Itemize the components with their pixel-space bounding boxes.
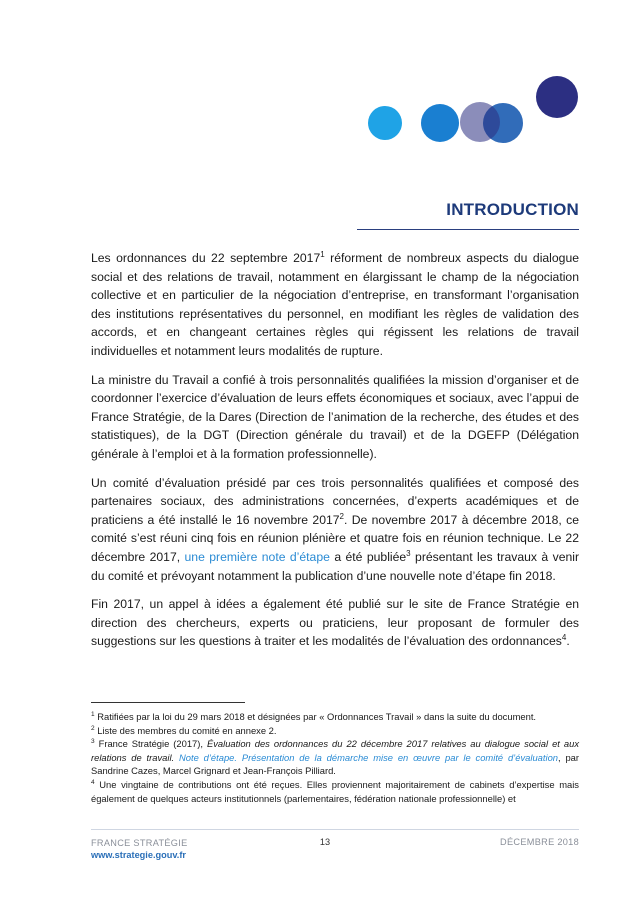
p1-text-a: Les ordonnances du 22 septembre 2017 [91, 251, 321, 265]
dot-mid-blue [421, 104, 459, 142]
footnote-3-italic-title: Évaluation des ordonnances du 22 décembre 2017 relatives au dialogue social et aux relations de travail. [91, 738, 580, 763]
footnote-3-text-a: France Stratégie (2017), [94, 738, 207, 750]
footnote-3-number: 3 [91, 738, 95, 746]
dot-light-blue [368, 106, 402, 140]
dot-navy [460, 102, 500, 142]
p4-text-a: Fin 2017, un appel à idées a également été publié sur le site de France Stratégie en direction des chercheurs, experts ou praticiens, leur proposant de formuler des suggestions sur les questions à traiter et les modalités de l’évaluation des ordonnances [91, 597, 579, 649]
footnote-1-text: Ratifiées par la loi du 29 mars 2018 et désignées par « Ordonnances Travail » dans la suite du document. [94, 711, 537, 722]
footnote-ref-1[interactable]: 1 [320, 249, 325, 259]
page-number: 13 [319, 837, 331, 847]
footnote-3-text-b: , par Sandrine Cazes, Marcel Grignard et Jean-François Pilliard. [91, 751, 580, 777]
dot-navy-large [536, 76, 578, 118]
p1-text-b: réforment de nombreux aspects du dialogue social et des relations de travail, notamment en élargissant le champ de la négociation collective et en particulier de la négociation d’entreprise, en transformant l’organisation des institutions représentatives du personnel, en modifiant les règles de validation des accords, et en changeant certaines règles qui régissent les relations de travail individuelles et notamment leurs modalités de rupture. [91, 251, 579, 358]
footnote-3 [91, 737, 579, 778]
p3-text-b: . De novembre 2017 à décembre 2018, ce comité s’est réuni cinq fois en réunion plénière et quatre fois en réunion technique. Le 22 décembre 2017, [91, 512, 579, 564]
footnote-2-text: Liste des membres du comité en annexe 2. [94, 724, 277, 736]
footnote-ref-2[interactable]: 2 [339, 511, 344, 521]
body-text [91, 249, 579, 661]
footer-org: FRANCE STRATÉGIE [91, 838, 188, 848]
footnote-2 [91, 724, 579, 738]
p3-text-c: a été publiée [329, 549, 407, 564]
footnote-2-number: 2 [91, 724, 95, 732]
note-etape-link[interactable]: une première note d’étape [184, 549, 330, 564]
p3-text-d: présentant les travaux à venir du comité et prévoyant notamment la publication d’une nouvelle note d’étape fin 2018. [91, 549, 580, 583]
footer-url-link[interactable]: www.strategie.gouv.fr [91, 850, 186, 860]
footnote-separator [91, 702, 245, 703]
paragraph-2: La ministre du Travail a confié à trois personnalités qualifiées la mission d’organiser et de coordonner l’exercice d’évaluation de leurs effets économiques et sociaux, avec l’appui de France Stratégie, de la Dares (Direction de l’animation de la recherche, des études et des statistiques), de la DGT (Direction générale du travail) et de la DGEFP (Délégation générale à l’emploi et à la formation professionnelle). [91, 372, 579, 461]
paragraph-1 [91, 249, 579, 361]
footer-left [91, 837, 188, 861]
brand-dots-logo [0, 0, 638, 160]
section-title: INTRODUCTION [446, 200, 579, 219]
footnote-ref-3[interactable]: 3 [406, 548, 411, 558]
footnotes [91, 710, 579, 805]
footer-separator [91, 829, 579, 830]
footnote-4 [91, 778, 579, 805]
paragraph-3 [91, 474, 579, 586]
footnote-4-text: Une vingtaine de contributions ont été reçues. Elles proviennent majoritairement de cabinets d’expertise mais également de quelques acteurs institutionnels (parlementaires, fédération nationale professionnelle) et [91, 778, 579, 804]
paragraph-4 [91, 595, 579, 651]
title-underline [357, 229, 579, 230]
footnote-3-link[interactable]: Note d’étape. Présentation de la démarche mise en œuvre par le comité d’évaluation [174, 751, 559, 763]
footnote-ref-4[interactable]: 4 [561, 633, 567, 643]
footnote-1-number: 1 [91, 710, 95, 718]
p3-text-a: Un comité d’évaluation présidé par ces trois personnalités qualifiées et composé des partenaires sociaux, des administrations concernées, d’experts académiques et de praticiens a été installé le 16 novembre 2017 [91, 475, 579, 527]
footnote-4-number: 4 [91, 778, 95, 786]
p4-text-b: . [566, 634, 570, 649]
footnote-1 [91, 710, 579, 724]
footer-date: DÉCEMBRE 2018 [500, 837, 579, 847]
